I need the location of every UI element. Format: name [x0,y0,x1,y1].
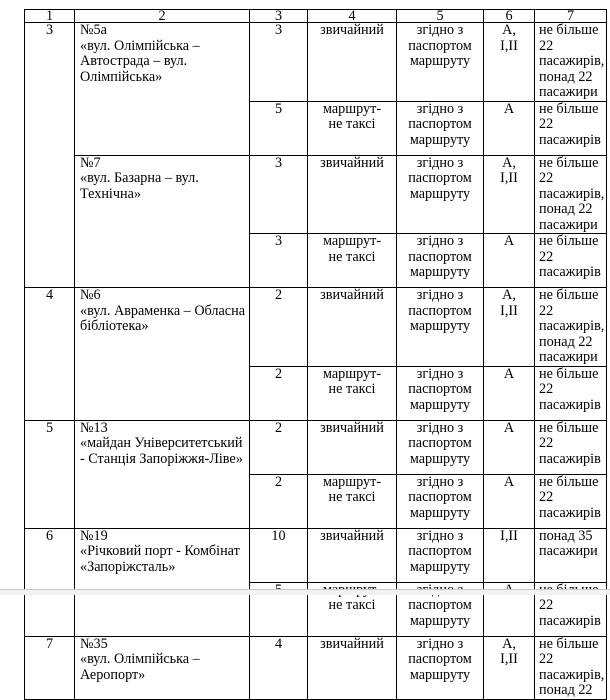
service-type: маршрут- не таксі [308,366,397,420]
col-header: 4 [308,10,397,23]
table-row [25,288,607,367]
service-type: не таксі [308,582,397,636]
window-bottom-edge [0,589,610,595]
schedule: згідно з паспортом маршруту [397,420,484,474]
service-type: маршрут- не таксі [308,101,397,155]
col-header: 2 [75,10,250,23]
capacity: не більше 22 пасажирів [535,366,607,420]
vehicle-count: 3 [250,23,308,102]
header-row [25,10,607,23]
vehicle-count: 2 [250,288,308,367]
capacity: 22 пасажирів [535,582,607,636]
table-row [25,23,607,102]
schedule: згідно з паспортом маршруту [397,155,484,234]
vehicle-count: 5 [250,101,308,155]
route-name: №19 «Річковий порт - Комбінат «Запоріжсталь» [75,528,250,636]
vehicle-class: А [484,474,535,528]
vehicle-class: А [484,366,535,420]
capacity: не більше 22 пасажирів [535,474,607,528]
table-row [25,420,607,474]
vehicle-class: А, І,ІІ [484,155,535,234]
vehicle-class: А [484,101,535,155]
group-number: 5 [25,420,75,528]
table-row [25,636,607,699]
service-type: звичайний [308,636,397,699]
schedule: паспортом маршруту [397,582,484,636]
group-number: 6 [25,528,75,636]
vehicle-class: І,ІІ [484,528,535,582]
service-type: звичайний [308,23,397,102]
route-name: №7 «вул. Базарна – вул. Технічна» [75,155,250,288]
table-row [25,155,607,234]
service-type: маршрут- не таксі [308,234,397,288]
group-number: 3 [25,23,75,288]
schedule: згідно з паспортом маршруту [397,474,484,528]
vehicle-class: А, І,ІІ [484,288,535,367]
route-name: №6 «вул. Авраменка – Обласна бібліотека» [75,288,250,421]
service-type: маршрут- не таксі [308,474,397,528]
col-header: 7 [535,10,607,23]
capacity: не більше 22 пасажирів, понад 22 пасажири [535,288,607,367]
vehicle-class: А [484,234,535,288]
schedule: згідно з паспортом маршруту [397,101,484,155]
col-header: 1 [25,10,75,23]
vehicle-count: 2 [250,366,308,420]
vehicle-count: 2 [250,474,308,528]
group-number: 4 [25,288,75,421]
vehicle-count: 3 [250,155,308,234]
schedule: згідно з паспортом маршруту [397,636,484,699]
schedule: згідно з паспортом маршруту [397,528,484,582]
col-header: 5 [397,10,484,23]
schedule: згідно з паспортом маршруту [397,288,484,367]
schedule: згідно з паспортом маршруту [397,366,484,420]
vehicle-count: 4 [250,636,308,699]
schedule: згідно з паспортом маршруту [397,23,484,102]
group-number: 7 [25,636,75,699]
vehicle-class: А, І,ІІ [484,636,535,699]
table-row [25,528,607,582]
capacity: не більше 22 пасажирів, понад 22 пасажири [535,155,607,234]
col-header: 6 [484,10,535,23]
capacity: не більше 22 пасажирів, понад 22 пасажири [535,23,607,102]
col-header: 3 [250,10,308,23]
vehicle-count: 10 [250,528,308,582]
route-name: №5а «вул. Олімпійська – Автострада – вул. Олімпійська» [75,23,250,156]
route-name: №35 «вул. Олімпійська – Аеропорт» [75,636,250,699]
capacity: понад 35 пасажири [535,528,607,582]
route-name: №13 «майдан Університетський - Станція Запоріжжя-Ліве» [75,420,250,528]
vehicle-count: 2 [250,420,308,474]
vehicle-count: 3 [250,234,308,288]
capacity: не більше 22 пасажирів [535,234,607,288]
service-type: звичайний [308,155,397,234]
routes-table [24,9,607,700]
schedule: згідно з паспортом маршруту [397,234,484,288]
capacity: не більше 22 пасажирів, понад 22 [535,636,607,699]
service-type: звичайний [308,288,397,367]
vehicle-class: А [484,420,535,474]
vehicle-class: А, І,ІІ [484,23,535,102]
service-type: звичайний [308,528,397,582]
service-type: звичайний [308,420,397,474]
capacity: не більше 22 пасажирів [535,101,607,155]
capacity: не більше 22 пасажирів [535,420,607,474]
